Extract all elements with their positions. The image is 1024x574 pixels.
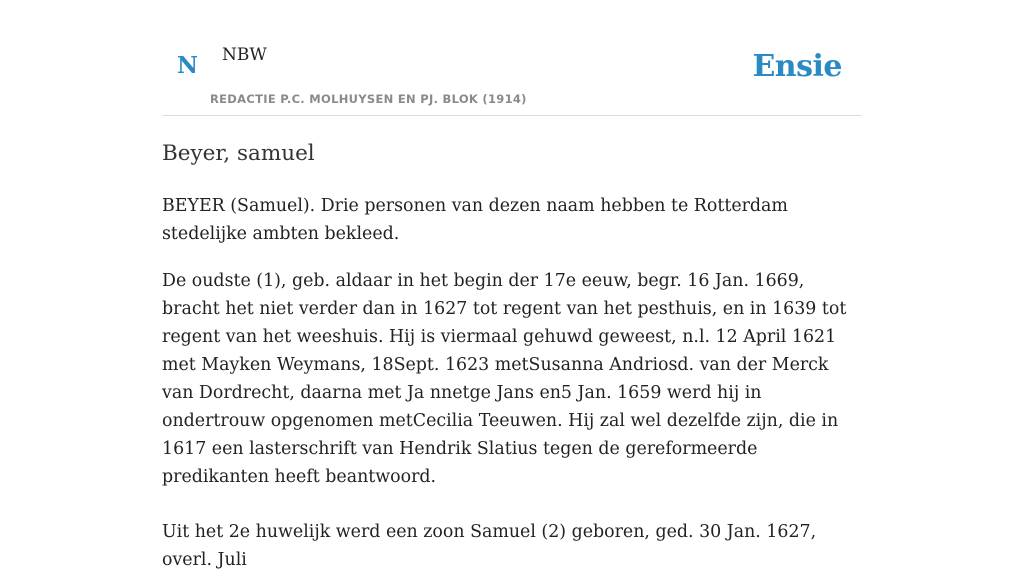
source-subtitle: REDACTIE P.C. MOLHUYSEN EN PJ. BLOK (1914)	[210, 92, 527, 106]
article-title: Beyer, samuel	[162, 141, 315, 166]
site-header	[162, 0, 862, 116]
source-logo-icon[interactable]: N	[177, 52, 199, 79]
article-paragraph: BEYER (Samuel). Drie personen van dezen naam hebben te Rotterdam stedelijke ambten bekleed.	[162, 196, 788, 244]
source-name[interactable]: NBW	[222, 45, 267, 65]
article-paragraph: De oudste (1), geb. aldaar in het begin der 17e eeuw, begr. 16 Jan. 1669, bracht het niet verder dan in 1627 tot regent van het pesthuis, en in 1639 tot regent van het weeshuis. Hij is viermaal gehuwd geweest, n.l. 12 April 1621 met Mayken Weymans, 18Sept. 1623 metSusanna Andriosd. van der Merck van Dordrecht, daarna met Ja nnetge Jans en5 Jan. 1659 werd hij in ondertrouw opgenomen metCecilia Teeuwen. Hij zal wel dezelfde zijn, die in 1617 een lasterschrift van Hendrik Slatius tegen de gereformeerde predikanten heeft beantwoord.	[162, 271, 847, 487]
brand-logo[interactable]: Ensie	[752, 49, 842, 84]
article-paragraph: Uit het 2e huwelijk werd een zoon Samuel (2) geboren, ged. 30 Jan. 1627, overl. Juli	[162, 522, 817, 570]
article	[162, 138, 862, 574]
